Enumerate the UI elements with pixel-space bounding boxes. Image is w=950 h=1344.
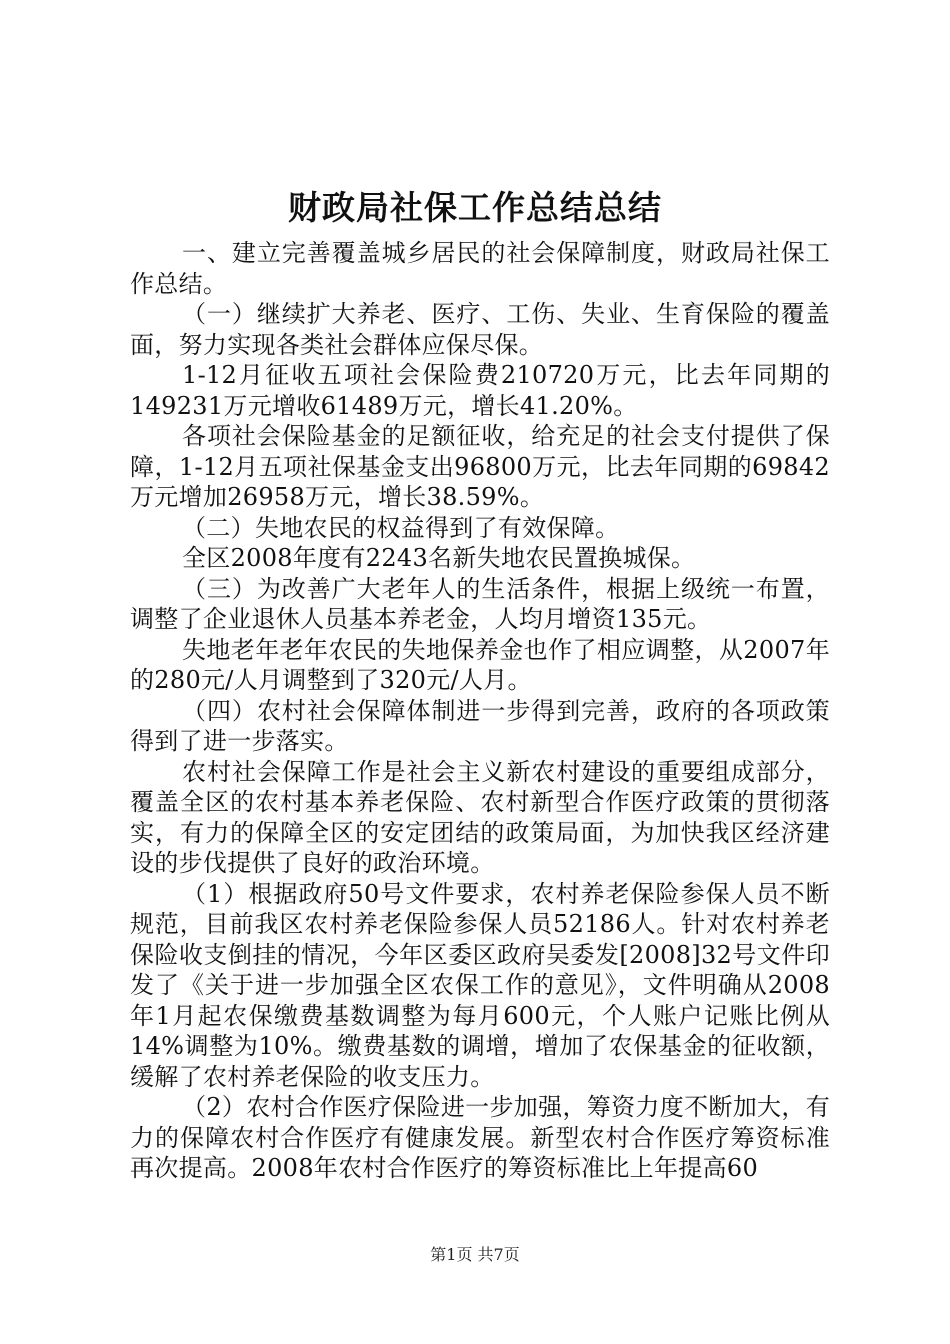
document-title: 财政局社保工作总结总结 xyxy=(288,188,662,227)
page-indicator: 第1页 共7页 xyxy=(430,1245,520,1264)
paragraph-12: （2）农村合作医疗保险进一步加强，筹资力度不断加大，有力的保障农村合作医疗有健康发展。新型农村合作医疗筹资标准再次提高。2008年农村合作医疗的筹资标准比上年提高60 xyxy=(130,1093,830,1182)
paragraph-11: （1）根据政府50号文件要求，农村养老保险参保人员不断规范，目前我区农村养老保险参保人员52186人。针对农村养老保险收支倒挂的情况，今年区委区政府吴委发[2008]32号文件印发了《关于进一步加强全区农保工作的意见》，文件明确从2008年1月起农保缴费基数调整为每月600元，个人账户记账比例从14%调整为10%。缴费基数的调增，增加了农保基金的征收额，缓解了农村养老保险的收支压力。 xyxy=(130,879,830,1091)
paragraph-6: 全区2008年度有2243名新失地农民置换城保。 xyxy=(182,544,696,572)
paragraph-5: （二）失地农民的权益得到了有效保障。 xyxy=(182,513,620,542)
document-body xyxy=(130,238,830,1184)
paragraph-8: 失地老年老年农民的失地保养金也作了相应调整，从2007年的280元/人月调整到了320元/人月。 xyxy=(130,635,830,694)
paragraph-7: （三）为改善广大老年人的生活条件，根据上级统一布置，调整了企业退休人员基本养老金，人均月增资135元。 xyxy=(130,574,830,633)
paragraph-2: （一）继续扩大养老、医疗、工伤、失业、生育保险的覆盖面，努力实现各类社会群体应保尽保。 xyxy=(130,300,830,359)
paragraph-9: （四）农村社会保障体制进一步得到完善，政府的各项政策得到了进一步落实。 xyxy=(130,696,830,755)
paragraph-10: 农村社会保障工作是社会主义新农村建设的重要组成部分，覆盖全区的农村基本养老保险、农村新型合作医疗政策的贯彻落实，有力的保障全区的安定团结的政策局面，为加快我区经济建设的步伐提供了良好的政治环境。 xyxy=(130,757,830,877)
paragraph-3: 1-12月征收五项社会保险费210720万元，比去年同期的149231万元增收61489万元，增长41.20%。 xyxy=(130,361,830,420)
paragraph-1: 一、建立完善覆盖城乡居民的社会保障制度，财政局社保工作总结。 xyxy=(130,239,830,298)
paragraph-4: 各项社会保险基金的足额征收，给充足的社会支付提供了保障，1-12月五项社保基金支出96800万元，比去年同期的69842万元增加26958万元，增长38.59%。 xyxy=(130,422,830,511)
